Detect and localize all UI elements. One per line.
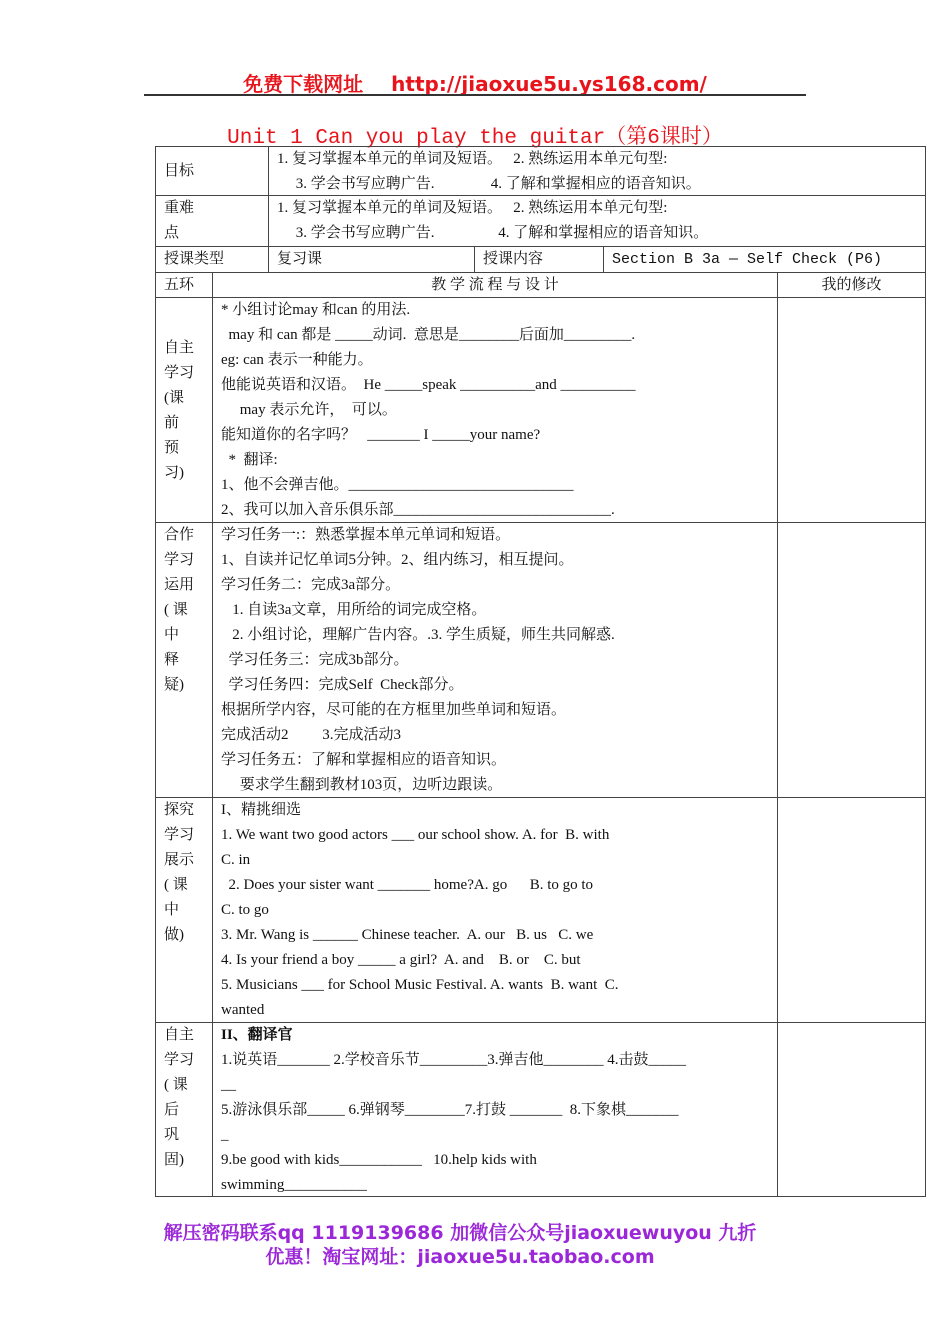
- text-line: 重难: [164, 200, 195, 216]
- text-line: eg: can 表示一种能力。: [221, 352, 373, 368]
- text-line: 1. 复习掌握本单元的单词及短语。 2. 熟练运用本单元句型:: [277, 200, 668, 216]
- text-line: 2、我可以加入音乐俱乐部_____________________________.: [221, 502, 615, 518]
- exploration-display-revision-cell: [777, 797, 926, 1023]
- text-line: 学习: [164, 1052, 195, 1068]
- text-line: 2. 小组讨论，理解广告内容。.3. 学生质疑，师生共同解惑.: [221, 627, 615, 643]
- text-line: may 表示允许， 可以。: [221, 402, 397, 418]
- text-line: 1. 复习掌握本单元的单词及短语。 2. 熟练运用本单元句型:: [277, 151, 668, 167]
- text-line: 5.游泳俱乐部_____ 6.弹钢琴________7.打鼓 _______ 8.下象棋_______: [221, 1102, 679, 1118]
- text-line: 固): [164, 1152, 184, 1168]
- goal-content: [268, 146, 926, 196]
- text-line: 习): [164, 465, 184, 481]
- text-line: may 和 can 都是 _____动词. 意思是________后面加_________.: [221, 327, 636, 343]
- self-study-review-label: [155, 1022, 213, 1197]
- my-revisions-heading: 我的修改: [777, 272, 926, 298]
- text-line: 点: [164, 225, 180, 241]
- download-label: 免费下载网址: [243, 72, 364, 96]
- text-line: 完成活动2 3.完成活动3: [221, 727, 402, 743]
- text-line: 中: [164, 902, 180, 918]
- flow-design-heading: 教 学 流 程 与 设 计: [212, 272, 778, 298]
- self-study-preview-revision-cell: [777, 297, 926, 523]
- self-study-review-revision-cell: [777, 1022, 926, 1197]
- text-line: ( 课: [164, 877, 188, 893]
- self-study-review-content: [212, 1022, 778, 1197]
- text-line: 疑): [164, 677, 184, 693]
- text-line: 他能说英语和汉语。 He _____speak __________and __________: [221, 377, 636, 393]
- text-line: 做): [164, 927, 184, 943]
- self-study-preview-content: [212, 297, 778, 523]
- text-line: 合作: [164, 527, 195, 543]
- download-header: [0, 68, 950, 97]
- cooperative-learning-revision-cell: [777, 522, 926, 798]
- text-line: 4. Is your friend a boy _____ a girl? A. and B. or C. but: [221, 952, 581, 968]
- text-line: 要求学生翻到教材103页，边听边跟读。: [221, 777, 503, 793]
- text-line: C. to go: [221, 902, 269, 918]
- text-line: 3. Mr. Wang is ______ Chinese teacher. A. our B. us C. we: [221, 927, 594, 943]
- text-line: 探究: [164, 802, 195, 818]
- text-line: 3. 学会书写应聘广告. 4. 了解和掌握相应的语音知识。: [277, 176, 701, 192]
- text-line: 前: [164, 415, 180, 431]
- text-line: 学习任务二：完成3a部分。: [221, 577, 401, 593]
- cooperative-learning-label: [155, 522, 213, 798]
- text-line: swimming___________: [221, 1177, 367, 1193]
- text-line: 学习任务三：完成3b部分。: [221, 652, 409, 668]
- lesson-content-value: Section B 3a — Self Check (P6): [603, 246, 926, 273]
- text-line: 展示: [164, 852, 195, 868]
- text-line: 预: [164, 440, 180, 456]
- lesson-type-value: 复习课: [268, 246, 475, 273]
- text-line: 学习任务五：了解和掌握相应的语音知识。: [221, 752, 507, 768]
- goal-label: 目标: [155, 146, 269, 196]
- text-line: 自主: [164, 1027, 195, 1043]
- text-line: 后: [164, 1102, 180, 1118]
- text-line: C. in: [221, 852, 251, 868]
- lesson-type-label: 授课类型: [155, 246, 269, 273]
- footer-line-2: 优惠！淘宝网址：jiaoxue5u.taobao.com: [265, 1246, 655, 1268]
- text-line: * 小组讨论may 和can 的用法.: [221, 302, 411, 318]
- text-line: _: [221, 1127, 229, 1143]
- text-line: 释: [164, 652, 180, 668]
- text-line: 1、他不会弹吉他。______________________________: [221, 477, 574, 493]
- download-url[interactable]: http://jiaoxue5u.ys168.com/: [391, 72, 707, 96]
- text-line: 中: [164, 627, 180, 643]
- text-line: 1. 自读3a文章，用所给的词完成空格。: [221, 602, 487, 618]
- text-line: 学习: [164, 827, 195, 843]
- text-line: 5. Musicians ___ for School Music Festival. A. wants B. want C.: [221, 977, 619, 993]
- text-line: 能知道你的名字吗？ _______ I _____your name?: [221, 427, 541, 443]
- text-line: 学习: [164, 552, 195, 568]
- text-line: 1. We want two good actors ___ our school show. A. for B. with: [221, 827, 610, 843]
- text-line: ( 课: [164, 1077, 188, 1093]
- text-line: 3. 学会书写应聘广告. 4. 了解和掌握相应的语音知识。: [277, 225, 709, 241]
- five-steps-label: 五环: [155, 272, 213, 298]
- text-line: 学习任务四：完成Self Check部分。: [221, 677, 464, 693]
- exploration-display-content: [212, 797, 778, 1023]
- text-line: 自主: [164, 340, 195, 356]
- text-line: __: [221, 1077, 236, 1093]
- header-rule: [144, 94, 806, 96]
- text-line: II、翻译官: [221, 1027, 293, 1043]
- text-line: ( 课: [164, 602, 188, 618]
- text-line: 2. Does your sister want _______ home?A. go B. to go to: [221, 877, 594, 893]
- text-line: 学习任务一:：熟悉掌握本单元单词和短语。: [221, 527, 511, 543]
- text-line: * 翻译:: [221, 452, 278, 468]
- difficulty-label: [155, 195, 269, 247]
- text-line: 巩: [164, 1127, 180, 1143]
- text-line: 1、自读并记忆单词5分钟。2、组内练习，相互提问。: [221, 552, 574, 568]
- text-line: wanted: [221, 1002, 265, 1018]
- text-line: (课: [164, 390, 184, 406]
- lesson-content-label: 授课内容: [474, 246, 604, 273]
- page-title: Unit 1 Can you play the guitar（第6课时）: [227, 127, 723, 150]
- footer-line-1: 解压密码联系qq 1119139686 加微信公众号jiaoxuewuyou 九折: [163, 1222, 757, 1244]
- self-study-preview-label: [155, 297, 213, 523]
- difficulty-content: [268, 195, 926, 247]
- text-line: 9.be good with kids___________ 10.help kids with: [221, 1152, 537, 1168]
- exploration-display-label: [155, 797, 213, 1023]
- text-line: 根据所学内容，尽可能的在方框里加些单词和短语。: [221, 702, 567, 718]
- text-line: I、精挑细选: [221, 802, 301, 818]
- text-line: 运用: [164, 577, 195, 593]
- text-line: 学习: [164, 365, 195, 381]
- cooperative-learning-content: [212, 522, 778, 798]
- text-line: 1.说英语_______ 2.学校音乐节_________3.弹吉他________ 4.击鼓_____: [221, 1052, 687, 1068]
